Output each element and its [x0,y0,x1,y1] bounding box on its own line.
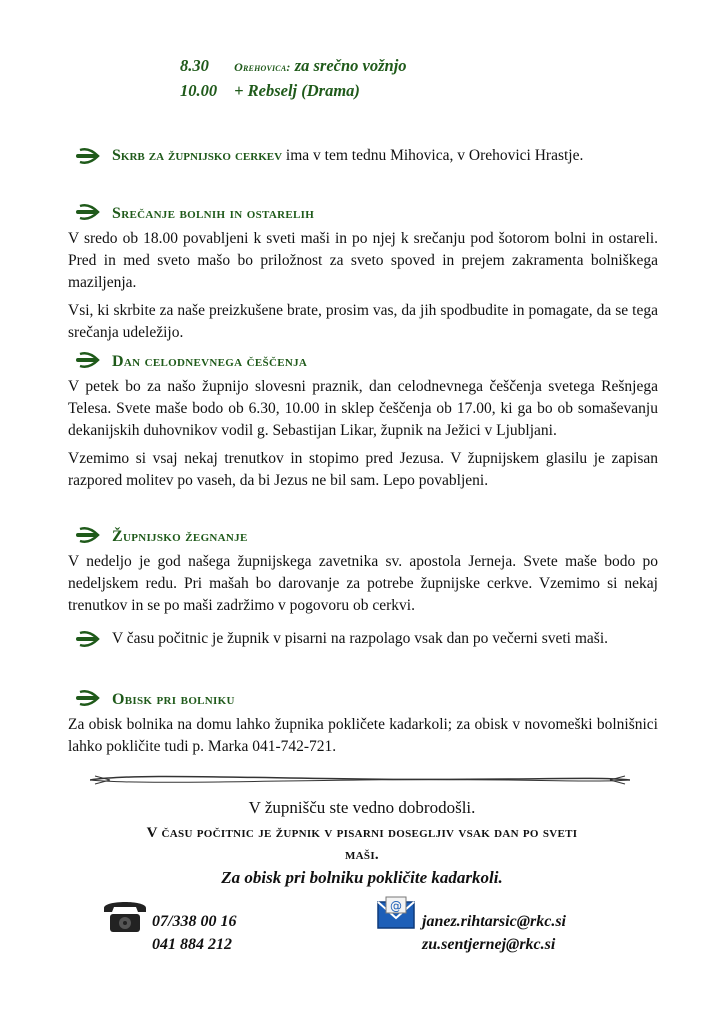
decorative-divider [90,770,630,790]
footer-welcome: V župnišču ste vedno dobrodošli. [248,798,476,817]
section-zegnanje [68,525,658,623]
section-skrb [68,145,658,173]
section-paragraph: V sredo ob 18.00 povabljeni k sveti maši in po njej k srečanju pod šotorom bolni in ostareli. Pred in med sveto mašo bo priložnost za sveto spoved in prejem zakramenta bolniškega maziljenja. [68,230,658,291]
arrow-bullet-icon [76,147,102,165]
section-title: Skrb za župnijsko cerkev [112,147,283,164]
footer-visit: Za obisk pri bolniku pokličite kadarkoli. [221,868,503,887]
schedule-time: 8.30 [180,56,209,75]
phone-number: 041 884 212 [152,936,232,953]
schedule-time: 10.00 [180,81,218,100]
schedule-text: + Rebselj (Drama) [234,81,360,100]
telephone-icon [100,898,150,934]
arrow-bullet-icon [76,630,102,648]
section-obisk [68,688,658,764]
arrow-bullet-icon [76,351,102,369]
arrow-bullet-icon [76,689,102,707]
section-paragraph: V petek bo za našo župnijo slovesni praznik, dan celodnevnega češčenja svetega Rešnjega Telesa. Svete maše bodo ob 6.30, 10.00 in sklep češčenja ob 17.00, ki ga bo ob somaševanju dekanijskih duhovnikov vodil g. Sebastijan Likar, župnik na Ježici v Ljubljani. [68,378,658,439]
section-text: V času počitnic je župnik v pisarni na razpolago vsak dan po večerni sveti maši. [112,630,608,647]
section-srecanje [68,202,658,350]
section-title: Srečanje bolnih in ostarelih [112,205,315,222]
schedule-line-2 [180,81,360,101]
email-address[interactable]: janez.rihtarsic@rkc.si [422,913,566,930]
arrow-bullet-icon [76,526,102,544]
section-text: ima v tem tednu Mihovica, v Orehovici Hrastje. [285,147,584,164]
svg-text:@: @ [390,899,402,913]
email-envelope-icon [377,896,415,930]
arrow-bullet-icon [76,203,102,221]
section-title: Župnijsko žegnanje [112,528,248,545]
schedule-line-1 [180,56,407,76]
section-paragraph: V nedeljo je god našega župnijskega zavetnika sv. apostola Jerneja. Svete maše bodo po nedeljskem redu. Pri mašah bo darovanje za potrebe župnijske cerkve. Vzemimo si nekaj trenutkov in se po maši zadržimo v pogovoru ob cerkvi. [68,553,658,614]
footer-notice: V času počitnic je župnik v pisarni dosegljiv vsak dan po sveti maši. [146,825,578,863]
section-paragraph: Vzemimo si vsaj nekaj trenutkov in stopimo pred Jezusa. V župnijskem glasilu je zapisan razpored molitev po vaseh, da bi Jezus ne bil sam. Lepo povabljeni. [68,450,658,489]
section-paragraph: Vsi, ki skrbite za naše preizkušene brate, prosim vas, da jih spodbudite in pomagate, da se tega srečanja udeležijo. [68,302,658,341]
section-dan-cescenja [68,350,658,498]
email-address[interactable]: zu.sentjernej@rkc.si [422,936,556,953]
schedule-text: za srečno vožnjo [294,56,407,75]
section-title: Obisk pri bolniku [112,691,235,708]
schedule-place: Orehovica: [234,60,291,74]
section-title: Dan celodnevnega češčenja [112,353,308,370]
phone-number: 07/338 00 16 [152,913,237,930]
section-pocitnice [68,628,658,656]
section-paragraph: Za obisk bolnika na domu lahko župnika pokličete kadarkoli; za obisk v novomeški bolnišnici lahko pokličite tudi p. Marka 041-742-721. [68,716,658,755]
